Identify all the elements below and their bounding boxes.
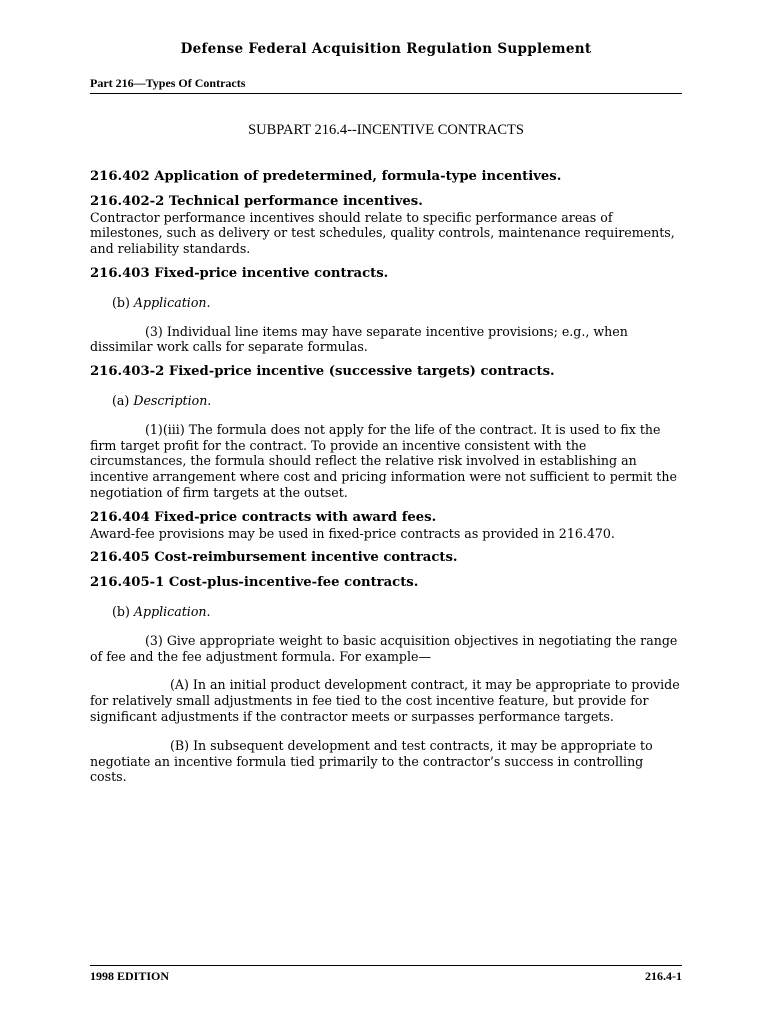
section-heading-216-403: 216.403 Fixed-price incentive contracts. bbox=[90, 265, 389, 281]
section-heading-216-405: 216.405 Cost-reimbursement incentive contracts. bbox=[90, 550, 458, 566]
paragraph-label: (a) bbox=[112, 392, 134, 408]
paragraph-title: Application. bbox=[133, 603, 211, 619]
paragraph-title: Application. bbox=[133, 294, 211, 310]
section-heading-216-402-2: 216.402-2 Technical performance incentives. bbox=[90, 193, 423, 209]
section-text-216-404: Award-fee provisions may be used in fixed-price contracts as provided in 216.470. bbox=[90, 525, 615, 541]
section-heading-216-403-2: 216.403-2 Fixed-price incentive (successive targets) contracts. bbox=[90, 364, 555, 380]
part-header: Part 216—Types Of Contracts bbox=[90, 76, 682, 94]
document-page bbox=[90, 0, 682, 1024]
section-heading-216-404: 216.404 Fixed-price contracts with award fees. bbox=[90, 509, 437, 525]
paragraph-216-405-1-b-3-A: (A) In an initial product development contract, it may be appropriate to provide for relatively small adjustments in fee tied to the cost incentive feature, but provide for significant adjustments if the contractor meets or surpasses performance targets. bbox=[90, 677, 680, 724]
paragraph-label: (b) bbox=[112, 603, 134, 619]
paragraph-216-405-1-b-3: (3) Give appropriate weight to basic acquisition objectives in negotiating the range of fee and the fee adjustment formula. For example— bbox=[90, 632, 678, 664]
page-number: 216.4-1 bbox=[645, 969, 682, 983]
subpart-title: SUBPART 216.4--INCENTIVE CONTRACTS bbox=[248, 122, 524, 138]
document-title: Defense Federal Acquisition Regulation Supplement bbox=[180, 41, 592, 57]
paragraph-216-405-1-b-3-B: (B) In subsequent development and test contracts, it may be appropriate to negotiate an incentive formula tied primarily to the contractor’s success in controlling costs. bbox=[90, 737, 653, 785]
paragraph-title: Description. bbox=[133, 392, 212, 408]
paragraph-216-403-2-a-1-iii: (1)(iii) The formula does not apply for the life of the contract. It is used to fix the firm target profit for the contract. To provide an incentive consistent with the circumstances, the formula should reflect the relative risk involved in establishing an incentive arrangement where cost and pricing information were not sufficient to permit the negotiation of firm targets at the outset. bbox=[90, 421, 677, 500]
paragraph-label-b bbox=[90, 295, 682, 311]
page-footer bbox=[90, 965, 682, 984]
paragraph-label: (b) bbox=[112, 294, 134, 310]
section-heading-216-405-1: 216.405-1 Cost-plus-incentive-fee contracts. bbox=[90, 575, 419, 591]
paragraph-label-b bbox=[90, 604, 682, 620]
section-heading-216-402: 216.402 Application of predetermined, formula-type incentives. bbox=[90, 169, 562, 184]
edition-label: 1998 EDITION bbox=[90, 969, 170, 983]
document-body bbox=[90, 169, 682, 785]
paragraph-216-403-b-3: (3) Individual line items may have separate incentive provisions; e.g., when dissimilar work calls for separate formulas. bbox=[90, 323, 628, 355]
paragraph-label-a bbox=[90, 393, 682, 409]
section-text-216-402-2: Contractor performance incentives should relate to specific performance areas of milestones, such as delivery or test schedules, quality controls, maintenance requirements, and reliability standards. bbox=[90, 209, 675, 257]
